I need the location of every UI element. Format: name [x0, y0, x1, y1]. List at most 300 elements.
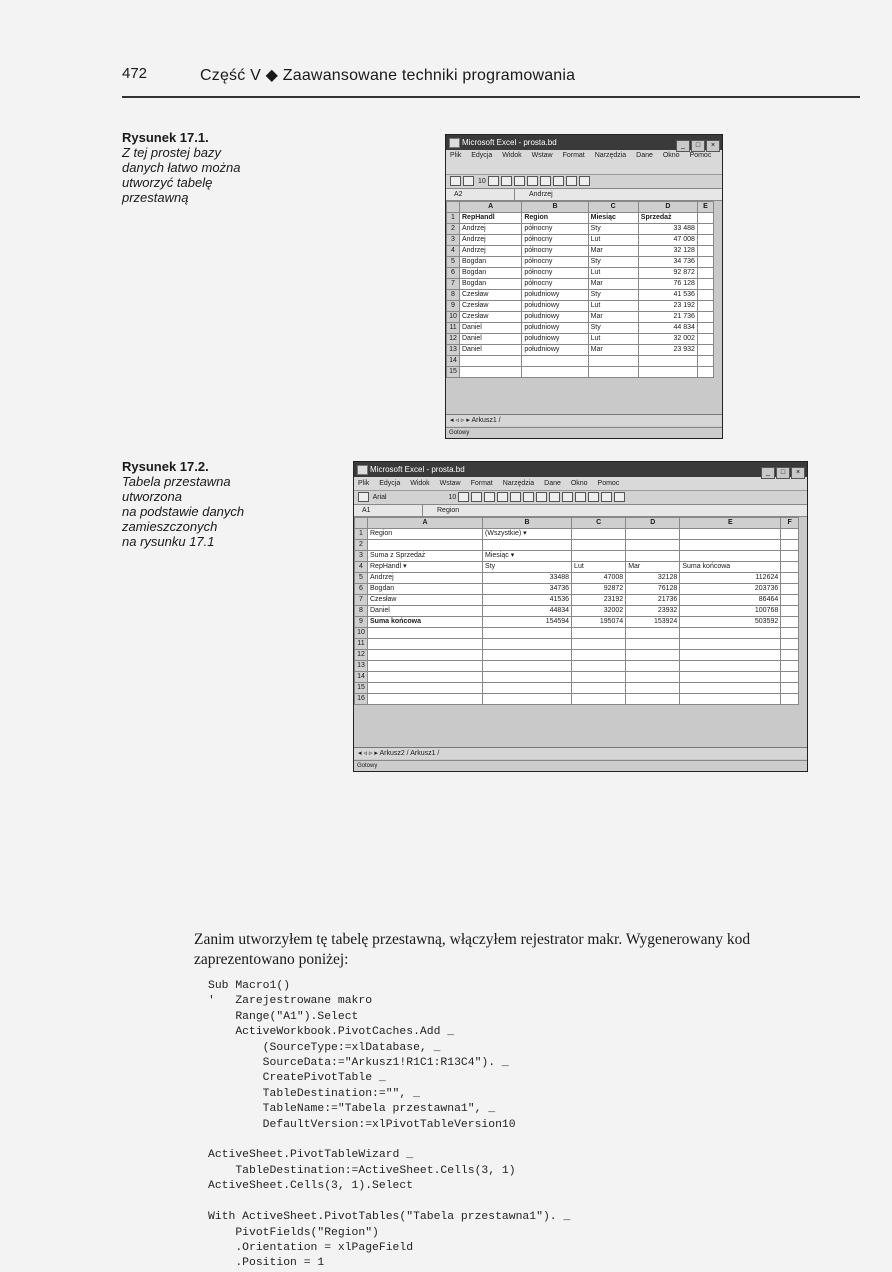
cell[interactable]: południowy — [522, 323, 588, 334]
cell[interactable] — [626, 683, 680, 694]
cell[interactable]: 86464 — [680, 595, 781, 606]
cell[interactable]: Daniel — [460, 334, 522, 345]
column-header[interactable]: E — [697, 202, 713, 213]
menu-item[interactable]: Plik — [358, 480, 370, 487]
cell[interactable]: Mar — [588, 345, 638, 356]
cell[interactable] — [368, 639, 483, 650]
sheet-tab[interactable]: Arkusz2 / Arkusz1 / — [379, 750, 440, 757]
cell[interactable] — [483, 650, 572, 661]
cell[interactable] — [781, 672, 799, 683]
cell[interactable] — [697, 257, 713, 268]
month-header[interactable]: Lut — [572, 562, 626, 573]
cell[interactable] — [781, 595, 799, 606]
formula-input[interactable]: Region — [437, 507, 460, 514]
sheet-tab[interactable]: Arkusz1 / — [471, 417, 501, 424]
cell[interactable] — [781, 551, 799, 562]
row-header[interactable]: 2 — [447, 224, 460, 235]
cell[interactable] — [572, 661, 626, 672]
caption-line: na podstawie danych — [122, 504, 245, 519]
cell[interactable] — [781, 562, 799, 573]
cell[interactable]: północny — [522, 246, 588, 257]
column-header[interactable]: E — [680, 518, 781, 529]
cell[interactable] — [781, 617, 799, 628]
cell[interactable]: Bogdan — [460, 268, 522, 279]
cell[interactable]: 112624 — [680, 573, 781, 584]
cell[interactable] — [626, 650, 680, 661]
row-header[interactable]: 15 — [447, 367, 460, 378]
cell[interactable]: Czesław — [368, 595, 483, 606]
cell[interactable] — [697, 356, 713, 367]
cell[interactable] — [522, 356, 588, 367]
cell[interactable]: południowy — [522, 290, 588, 301]
close-button[interactable]: × — [706, 140, 720, 152]
cell[interactable] — [626, 661, 680, 672]
excel-window-1 — [445, 134, 723, 439]
column-header[interactable]: B — [483, 518, 572, 529]
borders-icon[interactable] — [588, 492, 599, 502]
italic-icon[interactable] — [471, 492, 482, 502]
cell[interactable] — [638, 367, 697, 378]
cell[interactable]: 23 192 — [638, 301, 697, 312]
cell[interactable]: Mar — [588, 312, 638, 323]
corner-cell[interactable] — [447, 202, 460, 213]
font-color-icon[interactable] — [614, 492, 625, 502]
row-header[interactable]: 16 — [355, 694, 368, 705]
column-header-row — [355, 518, 799, 529]
cell[interactable] — [483, 694, 572, 705]
cell[interactable]: 23 932 — [638, 345, 697, 356]
tab-nav-arrows[interactable]: ◂ ◃ ▹ ▸ — [450, 417, 472, 424]
cell[interactable]: Andrzej — [460, 246, 522, 257]
pivot-table-grid — [354, 517, 799, 705]
cell[interactable] — [626, 639, 680, 650]
cell[interactable]: Bogdan — [460, 279, 522, 290]
cell[interactable]: północny — [522, 257, 588, 268]
menu-item[interactable]: Dane — [636, 152, 653, 159]
corner-cell[interactable] — [355, 518, 368, 529]
cell[interactable]: Lut — [588, 301, 638, 312]
maximize-button[interactable]: □ — [691, 140, 705, 152]
cell[interactable] — [697, 224, 713, 235]
row-header[interactable]: 14 — [355, 672, 368, 683]
table-row — [447, 345, 714, 356]
caption-line: zamieszczonych — [122, 519, 218, 534]
cell[interactable] — [781, 584, 799, 595]
title-bar — [446, 135, 722, 150]
menu-item[interactable]: Plik — [450, 152, 462, 159]
cell[interactable] — [626, 540, 680, 551]
cell[interactable] — [368, 683, 483, 694]
cell[interactable]: Sty — [588, 224, 638, 235]
cell[interactable]: Andrzej — [460, 235, 522, 246]
row-header[interactable]: 12 — [355, 650, 368, 661]
row-header[interactable]: 1 — [355, 529, 368, 540]
row-header[interactable]: 8 — [355, 606, 368, 617]
cell[interactable] — [460, 356, 522, 367]
cell[interactable]: północny — [522, 279, 588, 290]
table-row — [447, 301, 714, 312]
fill-color-icon[interactable] — [601, 492, 612, 502]
cell[interactable]: Andrzej — [368, 573, 483, 584]
italic-icon[interactable] — [501, 176, 512, 186]
cell[interactable]: Czesław — [460, 312, 522, 323]
cell[interactable]: 21 736 — [638, 312, 697, 323]
cell[interactable] — [368, 672, 483, 683]
cell[interactable] — [572, 694, 626, 705]
menu-item[interactable]: Wstaw — [531, 152, 553, 159]
row-header[interactable]: 10 — [447, 312, 460, 323]
cell[interactable] — [572, 551, 626, 562]
cell[interactable] — [781, 661, 799, 672]
cell[interactable] — [572, 540, 626, 551]
menu-item[interactable]: Format — [470, 480, 493, 487]
bold-icon[interactable] — [458, 492, 469, 502]
cell[interactable]: północny — [522, 224, 588, 235]
row-header[interactable]: 5 — [447, 257, 460, 268]
cell[interactable]: Suma końcowa — [368, 617, 483, 628]
align-center-icon[interactable] — [510, 492, 521, 502]
column-header[interactable]: C — [572, 518, 626, 529]
row-header[interactable]: 6 — [355, 584, 368, 595]
tab-nav-arrows[interactable]: ◂ ◃ ▹ ▸ — [358, 750, 380, 757]
table-row — [355, 551, 799, 562]
cell[interactable] — [697, 367, 713, 378]
cell[interactable]: 33488 — [483, 573, 572, 584]
cell[interactable]: południowy — [522, 334, 588, 345]
cell[interactable] — [781, 639, 799, 650]
cell[interactable]: Bogdan — [368, 584, 483, 595]
cell[interactable]: 21736 — [626, 595, 680, 606]
column-header[interactable]: D — [638, 202, 697, 213]
name-box[interactable]: A1 — [354, 505, 423, 516]
caption-line: Tabela przestawna — [122, 474, 231, 489]
row-header[interactable]: 14 — [447, 356, 460, 367]
cell[interactable] — [781, 650, 799, 661]
row-header[interactable]: 11 — [355, 639, 368, 650]
column-header[interactable]: A — [460, 202, 522, 213]
cell[interactable] — [368, 661, 483, 672]
cell[interactable] — [588, 356, 638, 367]
cell[interactable] — [680, 551, 781, 562]
cell[interactable]: Lut — [588, 235, 638, 246]
cell[interactable]: Czesław — [460, 301, 522, 312]
menu-item[interactable]: Okno — [570, 480, 588, 487]
data-field[interactable]: Suma z Sprzedaż — [368, 551, 483, 562]
cell[interactable] — [680, 650, 781, 661]
row-header[interactable]: 1 — [447, 213, 460, 224]
menu-item[interactable]: Pomoc — [689, 152, 712, 159]
menu-item[interactable]: Pomoc — [597, 480, 620, 487]
menu-item[interactable]: Dane — [544, 480, 561, 487]
table-row — [355, 628, 799, 639]
cell[interactable] — [697, 268, 713, 279]
cell[interactable]: 47008 — [572, 573, 626, 584]
row-header[interactable]: 12 — [447, 334, 460, 345]
cell[interactable] — [680, 529, 781, 540]
cell[interactable]: 23932 — [626, 606, 680, 617]
cell[interactable]: Lut — [588, 334, 638, 345]
cell[interactable] — [588, 367, 638, 378]
percent-icon[interactable] — [562, 492, 573, 502]
menu-item[interactable]: Okno — [662, 152, 680, 159]
cell[interactable]: 34 736 — [638, 257, 697, 268]
header-cell[interactable]: Sprzedaż — [638, 213, 697, 224]
cell[interactable] — [483, 639, 572, 650]
row-header[interactable]: 10 — [355, 628, 368, 639]
cell[interactable] — [368, 650, 483, 661]
menu-item[interactable]: Edycja — [379, 480, 401, 487]
currency-icon[interactable] — [549, 492, 560, 502]
cell[interactable] — [368, 628, 483, 639]
cell[interactable]: Mar — [588, 279, 638, 290]
row-header[interactable]: 2 — [355, 540, 368, 551]
running-header — [122, 62, 860, 98]
cell[interactable]: 44 834 — [638, 323, 697, 334]
cell[interactable]: 503592 — [680, 617, 781, 628]
cell[interactable]: południowy — [522, 345, 588, 356]
column-header-row — [447, 202, 714, 213]
cell[interactable] — [697, 290, 713, 301]
cell[interactable] — [483, 683, 572, 694]
cell[interactable] — [626, 529, 680, 540]
align-right-icon[interactable] — [523, 492, 534, 502]
column-header[interactable]: D — [626, 518, 680, 529]
cell[interactable]: 23192 — [572, 595, 626, 606]
month-header[interactable]: Mar — [626, 562, 680, 573]
page-field[interactable]: Region — [368, 529, 483, 540]
row-header[interactable]: 13 — [355, 661, 368, 672]
table-row — [355, 639, 799, 650]
cell[interactable] — [781, 628, 799, 639]
cell[interactable]: 203736 — [680, 584, 781, 595]
body-paragraph: Zanim utworzyłem tę tabelę przestawną, włączyłem rejestrator makr. Wygenerowany kod zaprezentowano poniżej: — [194, 931, 751, 968]
menu-item[interactable]: Widok — [410, 480, 430, 487]
align-left-icon[interactable] — [497, 492, 508, 502]
table-row — [447, 279, 714, 290]
minimize-button[interactable]: _ — [761, 467, 775, 479]
cell[interactable] — [680, 540, 781, 551]
cell[interactable] — [460, 367, 522, 378]
cell[interactable] — [626, 672, 680, 683]
cell[interactable]: 92 872 — [638, 268, 697, 279]
cell[interactable]: 33 488 — [638, 224, 697, 235]
menu-item[interactable]: Widok — [502, 152, 522, 159]
table-row — [355, 529, 799, 540]
page-field-dropdown[interactable]: (Wszystkie) ▾ — [483, 529, 572, 540]
cell[interactable]: 34736 — [483, 584, 572, 595]
cell[interactable]: południowy — [522, 312, 588, 323]
row-header[interactable]: 3 — [355, 551, 368, 562]
cell[interactable] — [680, 661, 781, 672]
cell[interactable] — [781, 529, 799, 540]
align-left-icon[interactable] — [527, 176, 538, 186]
cell[interactable]: Daniel — [460, 323, 522, 334]
cell[interactable] — [697, 235, 713, 246]
close-button[interactable]: × — [791, 467, 805, 479]
menu-item[interactable]: Wstaw — [439, 480, 461, 487]
cell[interactable]: 32128 — [626, 573, 680, 584]
save-icon[interactable] — [450, 176, 461, 186]
font-size-box[interactable]: 10 — [477, 178, 486, 185]
borders-icon[interactable] — [579, 176, 590, 186]
cell[interactable]: 76128 — [626, 584, 680, 595]
month-header[interactable]: Sty — [483, 562, 572, 573]
menu-item[interactable]: Narzędzia — [594, 152, 627, 159]
merge-icon[interactable] — [536, 492, 547, 502]
cell[interactable] — [572, 672, 626, 683]
underline-icon[interactable] — [514, 176, 525, 186]
row-header[interactable]: 7 — [447, 279, 460, 290]
grand-total-header[interactable]: Suma końcowa — [680, 562, 781, 573]
cell[interactable] — [697, 279, 713, 290]
row-header[interactable]: 5 — [355, 573, 368, 584]
align-center-icon[interactable] — [540, 176, 551, 186]
cell[interactable] — [483, 628, 572, 639]
cell[interactable]: Andrzej — [460, 224, 522, 235]
cell[interactable] — [781, 683, 799, 694]
column-header[interactable]: A — [368, 518, 483, 529]
header-cell[interactable]: Miesiąc — [588, 213, 638, 224]
menu-item[interactable]: Narzędzia — [502, 480, 535, 487]
cell[interactable]: Sty — [588, 323, 638, 334]
formula-bar — [354, 505, 807, 517]
caption-line: danych łatwo można — [122, 160, 241, 175]
cell[interactable] — [680, 683, 781, 694]
table-row — [355, 650, 799, 661]
cell[interactable]: 47 008 — [638, 235, 697, 246]
print-icon[interactable] — [463, 176, 474, 186]
cell[interactable] — [680, 672, 781, 683]
cell[interactable]: północny — [522, 235, 588, 246]
cell[interactable] — [680, 694, 781, 705]
cell[interactable] — [483, 661, 572, 672]
cell[interactable] — [697, 301, 713, 312]
cell[interactable] — [781, 540, 799, 551]
cell[interactable]: Sty — [588, 290, 638, 301]
cell[interactable] — [368, 540, 483, 551]
cell[interactable] — [680, 639, 781, 650]
cell[interactable]: 100768 — [680, 606, 781, 617]
cell[interactable] — [697, 213, 713, 224]
row-header[interactable]: 8 — [447, 290, 460, 301]
cell[interactable] — [697, 246, 713, 257]
cell[interactable]: południowy — [522, 301, 588, 312]
cell[interactable]: 195074 — [572, 617, 626, 628]
cell[interactable]: Daniel — [368, 606, 483, 617]
cell[interactable] — [680, 628, 781, 639]
cell[interactable] — [697, 312, 713, 323]
cell[interactable] — [781, 694, 799, 705]
cell[interactable] — [697, 334, 713, 345]
cell[interactable]: 32 128 — [638, 246, 697, 257]
cell[interactable] — [781, 606, 799, 617]
cell[interactable]: 154594 — [483, 617, 572, 628]
cell[interactable] — [626, 551, 680, 562]
font-size-box[interactable]: 10 — [448, 494, 457, 501]
cell[interactable]: północny — [522, 268, 588, 279]
cell[interactable]: Daniel — [460, 345, 522, 356]
save-icon[interactable] — [358, 492, 369, 502]
cell[interactable] — [572, 650, 626, 661]
row-header[interactable]: 4 — [355, 562, 368, 573]
minimize-button[interactable]: _ — [676, 140, 690, 152]
cell[interactable]: 76 128 — [638, 279, 697, 290]
row-header[interactable]: 13 — [447, 345, 460, 356]
row-header[interactable]: 11 — [447, 323, 460, 334]
cell[interactable]: 44834 — [483, 606, 572, 617]
underline-icon[interactable] — [484, 492, 495, 502]
cell[interactable]: Sty — [588, 257, 638, 268]
menu-item[interactable]: Format — [562, 152, 585, 159]
header-cell[interactable]: RepHandl — [460, 213, 522, 224]
cell[interactable]: 32002 — [572, 606, 626, 617]
cell[interactable] — [781, 573, 799, 584]
row-header[interactable]: 7 — [355, 595, 368, 606]
table-row — [447, 246, 714, 257]
row-header[interactable]: 9 — [447, 301, 460, 312]
header-cell[interactable]: Region — [522, 213, 588, 224]
cell[interactable] — [368, 694, 483, 705]
row-header[interactable]: 9 — [355, 617, 368, 628]
align-right-icon[interactable] — [553, 176, 564, 186]
column-field[interactable]: Miesiąc ▾ — [483, 551, 572, 562]
column-header[interactable]: C — [588, 202, 638, 213]
cell[interactable]: Bogdan — [460, 257, 522, 268]
indent-icon[interactable] — [575, 492, 586, 502]
formula-input[interactable]: Andrzej — [529, 191, 553, 198]
row-header[interactable]: 3 — [447, 235, 460, 246]
cell[interactable]: 41536 — [483, 595, 572, 606]
cell[interactable] — [638, 356, 697, 367]
row-header[interactable]: 15 — [355, 683, 368, 694]
row-header[interactable]: 6 — [447, 268, 460, 279]
font-name-box[interactable]: Arial — [372, 494, 387, 501]
cell[interactable] — [697, 323, 713, 334]
cell[interactable]: 153924 — [626, 617, 680, 628]
merge-icon[interactable] — [566, 176, 577, 186]
column-header[interactable]: B — [522, 202, 588, 213]
cell[interactable]: Czesław — [460, 290, 522, 301]
bold-icon[interactable] — [488, 176, 499, 186]
cell[interactable]: 32 002 — [638, 334, 697, 345]
table-row — [355, 617, 799, 628]
cell[interactable] — [626, 628, 680, 639]
table-row — [447, 235, 714, 246]
cell[interactable] — [697, 345, 713, 356]
row-field[interactable]: RepHandl ▾ — [368, 562, 483, 573]
cell[interactable]: 92872 — [572, 584, 626, 595]
cell[interactable] — [572, 628, 626, 639]
column-header[interactable]: F — [781, 518, 799, 529]
row-header[interactable]: 4 — [447, 246, 460, 257]
table-row — [355, 661, 799, 672]
cell[interactable]: Mar — [588, 246, 638, 257]
maximize-button[interactable]: □ — [776, 467, 790, 479]
cell[interactable] — [483, 540, 572, 551]
cell[interactable] — [626, 694, 680, 705]
cell[interactable]: Lut — [588, 268, 638, 279]
cell[interactable] — [483, 672, 572, 683]
cell[interactable]: 41 536 — [638, 290, 697, 301]
menu-item[interactable]: Edycja — [471, 152, 493, 159]
cell[interactable] — [572, 529, 626, 540]
name-box[interactable]: A2 — [446, 189, 515, 200]
cell[interactable] — [522, 367, 588, 378]
spreadsheet-grid — [446, 201, 714, 378]
cell[interactable] — [572, 683, 626, 694]
page-number: 472 — [122, 65, 148, 82]
cell[interactable] — [572, 639, 626, 650]
